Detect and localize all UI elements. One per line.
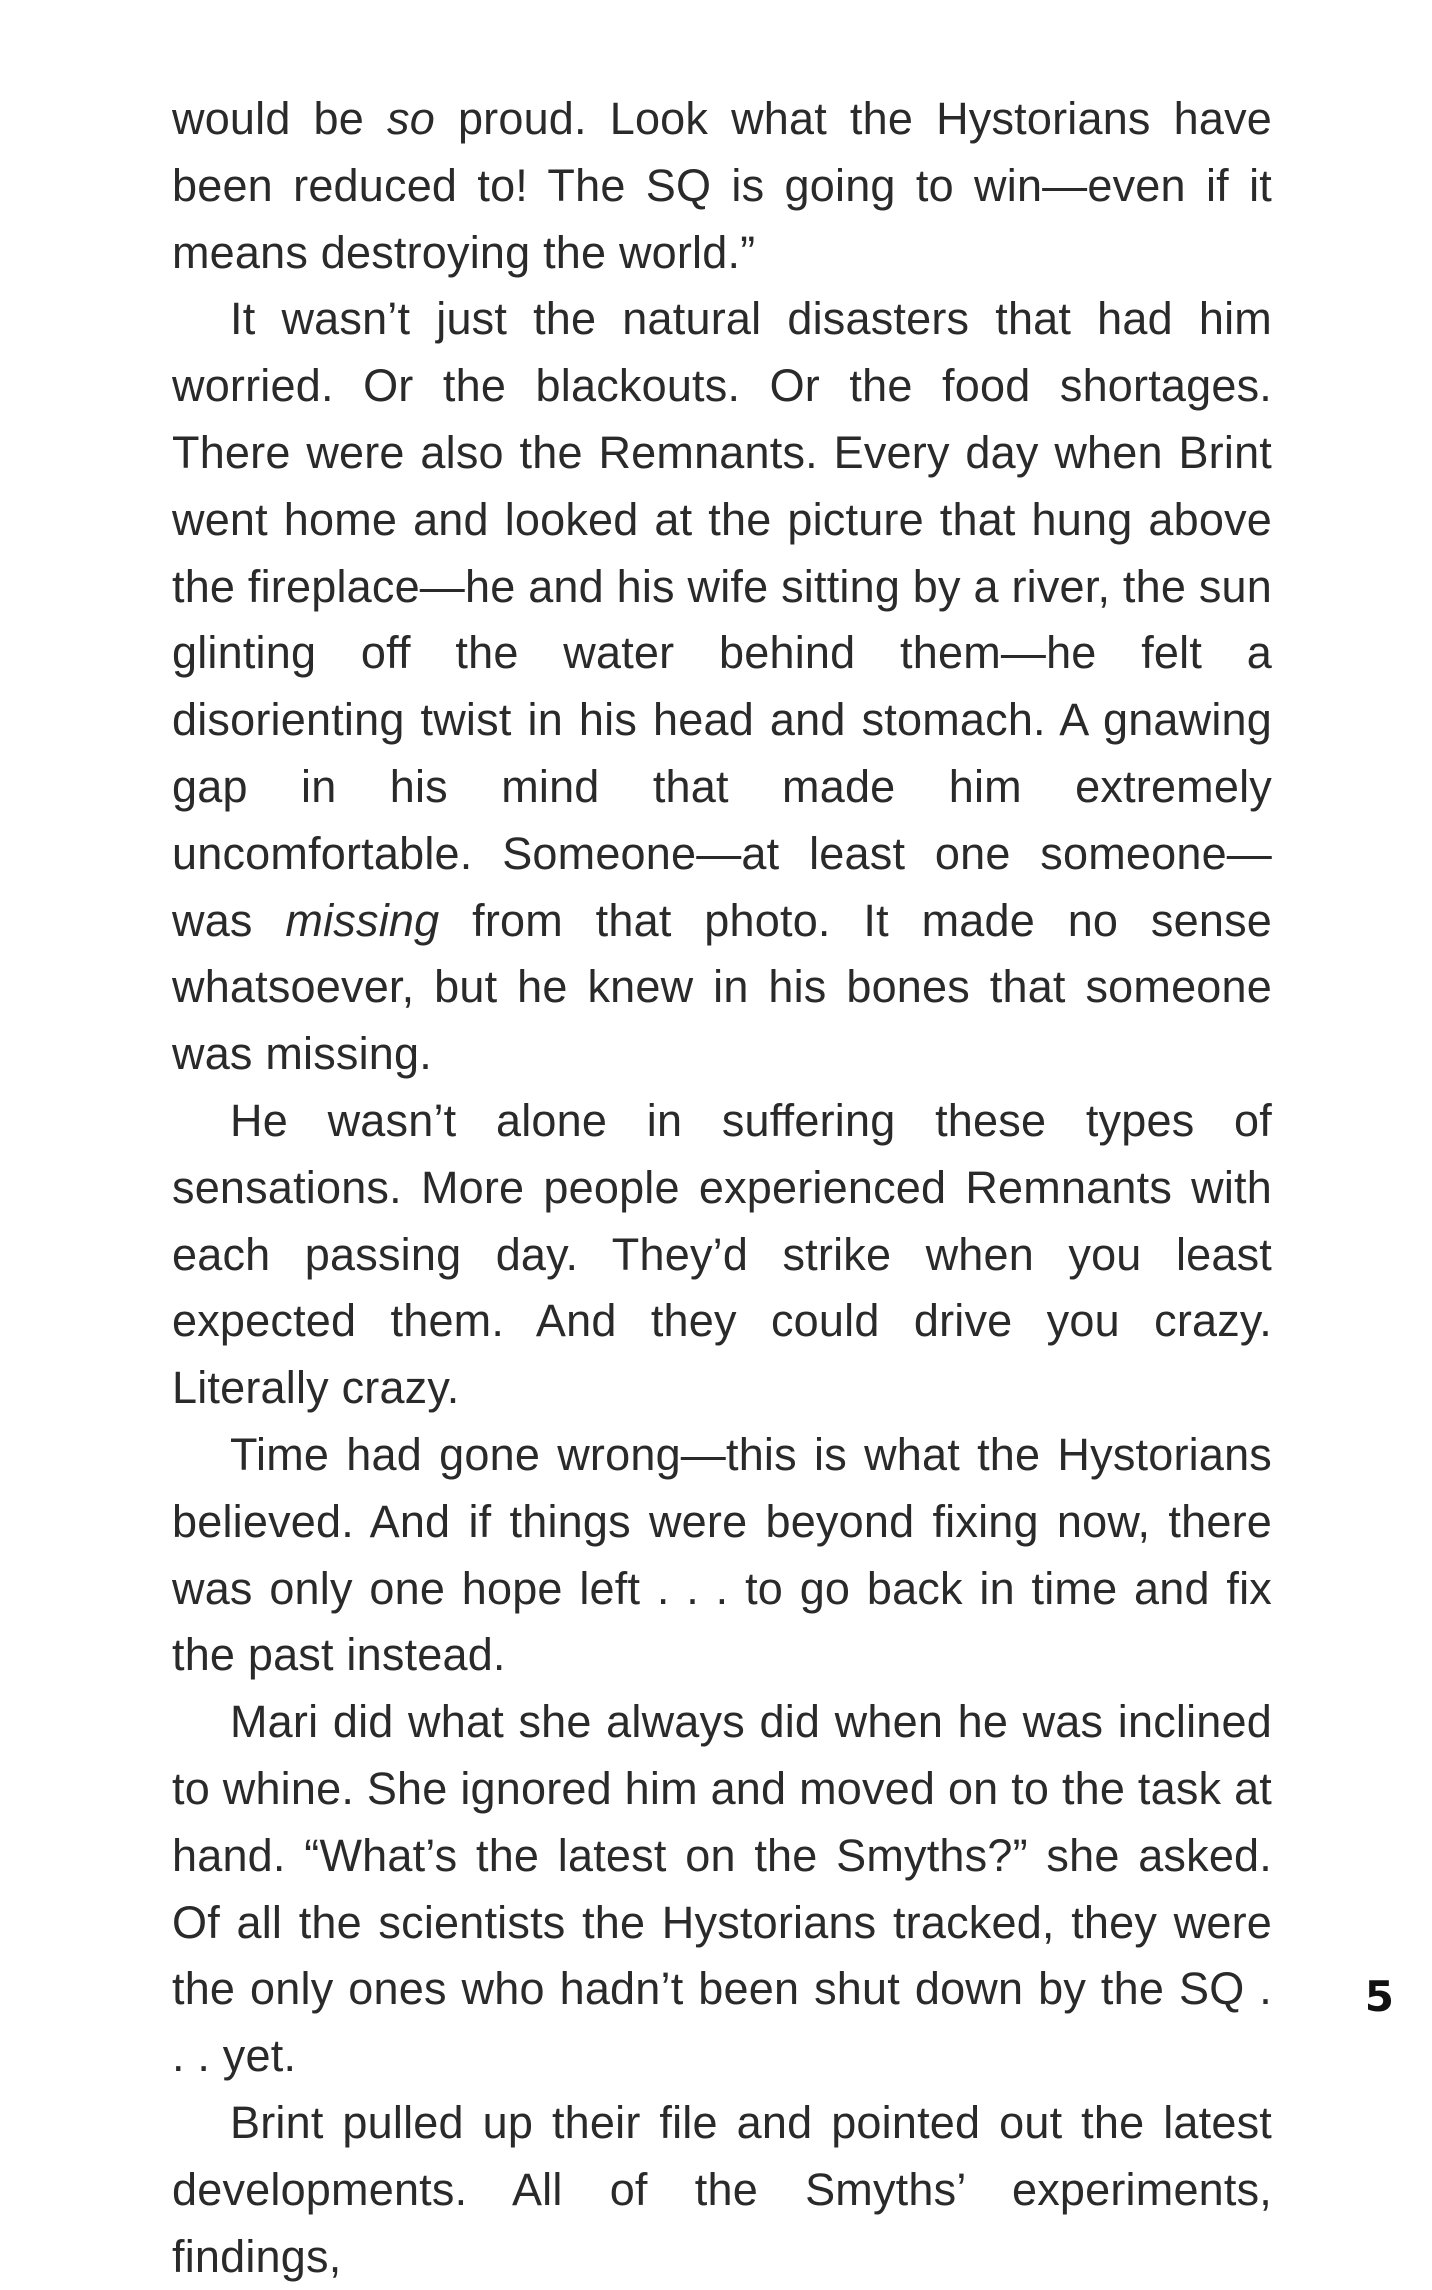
- paragraph-4: [172, 1422, 1272, 1689]
- italic-text: missing: [285, 894, 440, 946]
- text-segment: proud. Look what the Hystorians have been reduced to! The SQ is going to win—even if it means destroying the world.”: [172, 93, 1272, 278]
- text-segment: would be: [172, 93, 388, 144]
- paragraph-1: [172, 86, 1272, 286]
- text-segment: Mari did what she always did when he was inclined to whine. She ignored him and moved on to the task at hand. “What’s the latest on the Smyths?” she asked. Of all the scientists the Hystorians tracked, they were the only ones who hadn’t been shut down by the SQ . . . yet.: [172, 1696, 1272, 2082]
- text-segment: He wasn’t alone in suffering these types of sensations. More people experienced Remnants with each passing day. They’d strike when you least expected them. And they could drive you crazy. Literally crazy.: [172, 1094, 1272, 1414]
- page-number: 5: [1364, 1972, 1394, 2021]
- paragraph-3: [172, 1088, 1272, 1422]
- text-segment: from that photo. It made no sense whatsoever, but he knew in his bones that someone was missing.: [172, 894, 1273, 1080]
- page-body-text: [172, 86, 1272, 2290]
- italic-text: so: [387, 93, 435, 144]
- text-segment: Brint pulled up their file and pointed out the latest developments. All of the Smyths’ experiments, findings,: [172, 2096, 1272, 2282]
- text-segment: Time had gone wrong—this is what the Hystorians believed. And if things were beyond fixing now, there was only one hope left . . . to go back in time and fix the past instead.: [172, 1428, 1272, 1681]
- text-segment: It wasn’t just the natural disasters that had him worried. Or the blackouts. Or the food shortages. There were also the Remnants. Every day when Brint went home and looked at the picture that hung above the fireplace—he and his wife sitting by a river, the sun glinting off the water behind them—he felt a disorienting twist in his head and stomach. A gnawing gap in his mind that made him extremely uncomfortable. Someone—at least one someone—was: [172, 293, 1272, 946]
- paragraph-6: [172, 2090, 1272, 2290]
- paragraph-2: [172, 286, 1272, 1088]
- paragraph-5: [172, 1689, 1272, 2090]
